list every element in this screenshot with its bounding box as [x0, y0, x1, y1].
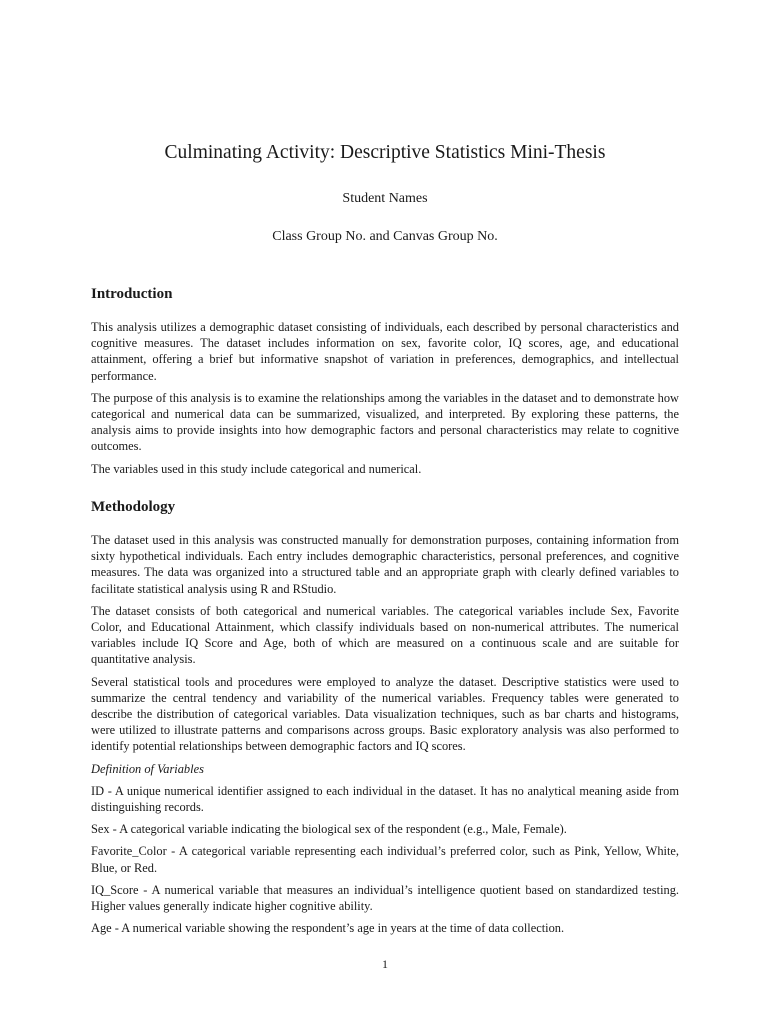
definition-id: ID - A unique numerical identifier assigned to each individual in the dataset. It has no analytical meaning aside from distinguishing records. [91, 783, 679, 815]
methodology-heading: Methodology [91, 499, 176, 515]
definition-age: Age - A numerical variable showing the respondent’s age in years at the time of data collection. [91, 921, 565, 936]
definition-favorite-color: Favorite_Color - A categorical variable representing each individual’s preferred color, such as Pink, Yellow, White, Blue, or Red. [91, 844, 679, 875]
methodology-section-heading-wrap [91, 499, 679, 516]
definition-iq-score: IQ_Score - A numerical variable that measures an individual’s intelligence quotient based on standardized testing. Higher values generally indicate higher cognitive ability. [91, 882, 679, 914]
introduction-heading: Introduction [91, 286, 173, 302]
group-line: Class Group No. and Canvas Group No. [272, 229, 498, 244]
page-number: 1 [382, 957, 388, 971]
introduction-paragraph-1: This analysis utilizes a demographic dataset consisting of individuals, each described by personal characteristics and cognitive measures. The dataset includes information on sex, favorite color, IQ scores, age, and educational attainment, offering a brief but informative snapshot of variation in preferences, demographics, and intellectual performance. [91, 320, 679, 383]
methodology-body [91, 532, 679, 942]
methodology-paragraph-3: Several statistical tools and procedures were employed to analyze the dataset. Descriptive statistics were used to summarize the central tendency and variability of the numerical variables. Frequency tables were generated to describe the distribution of categorical variables. Data visualization techniques, such as bar charts and histograms, were utilized to illustrate patterns and comparisons across groups. Basic exploratory analysis was also performed to identify potential relationships between demographic factors and IQ scores. [91, 674, 679, 754]
definitions-subheading: Definition of Variables [91, 761, 204, 776]
introduction-body [91, 319, 679, 483]
methodology-paragraph-2: The dataset consists of both categorical and numerical variables. The categorical variables include Sex, Favorite Color, and Educational Attainment, which classify individuals based on non-numerical attributes. The numerical variables include IQ Score and Age, both of which are measured on a continuous scale and are suitable for quantitative analysis. [91, 603, 679, 667]
introduction-paragraph-3: The variables used in this study include categorical and numerical. [91, 461, 422, 476]
document-title: Culminating Activity: Descriptive Statistics Mini-Thesis [164, 142, 606, 163]
introduction-section-heading-wrap [91, 286, 679, 303]
author-line: Student Names [342, 191, 428, 206]
introduction-paragraph-2: The purpose of this analysis is to examine the relationships among the variables in the dataset and to demonstrate how categorical and numerical data can be summarized, visualized, and interpreted. By exploring these patterns, the analysis aims to provide insights into how demographic factors and personal characteristics may relate to cognitive outcomes. [91, 390, 679, 454]
document-page [91, 0, 679, 1024]
methodology-paragraph-1: The dataset used in this analysis was constructed manually for demonstration purposes, containing information from sixty hypothetical individuals. Each entry includes demographic characteristics, personal preferences, and cognitive measures. The data was organized into a structured table and an appropriate graph with clearly defined variables to facilitate statistical analysis using R and RStudio. [91, 533, 679, 596]
definition-sex: Sex - A categorical variable indicating the biological sex of the respondent (e.g., Male, Female). [91, 822, 567, 837]
